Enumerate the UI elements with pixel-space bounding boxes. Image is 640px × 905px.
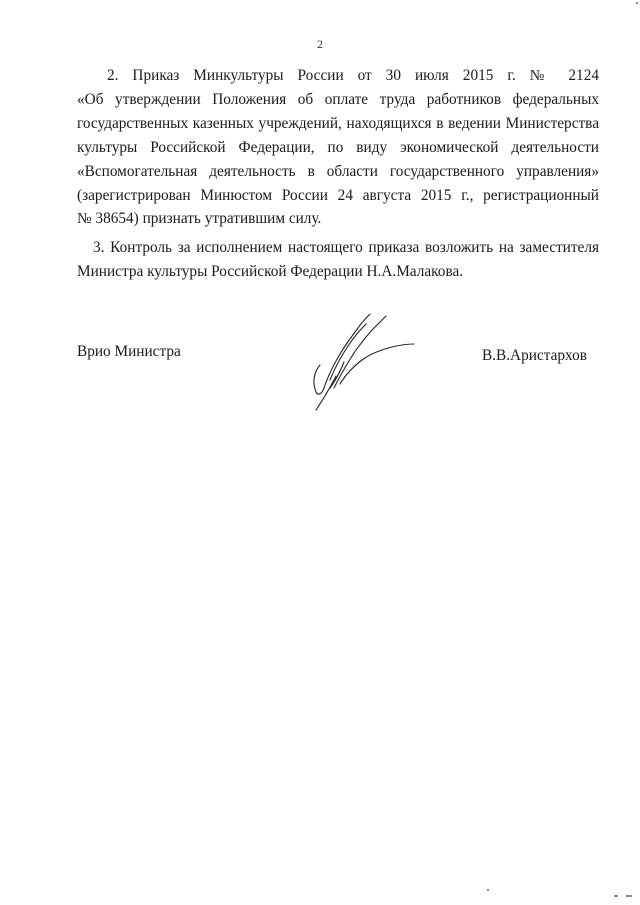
paragraph-2-line: культуры Российской Федерации, по виду экономической деятельности	[77, 138, 599, 156]
paragraph-2-line: 2. Приказ Минкультуры России от 30 июля 2015 г. № 2124	[107, 67, 599, 84]
signatory-name: В.В.Аристархов	[482, 347, 587, 364]
scan-edge-mark	[487, 889, 489, 891]
paragraph-2-line: (зарегистрирован Минюстом России 24 августа 2015 г., регистрационный	[77, 186, 599, 204]
paragraph-2-line: государственных казенных учреждений, находящихся в ведении Министерства	[77, 114, 599, 132]
scan-edge-mark	[626, 895, 632, 897]
signatory-title: Врио Министра	[77, 343, 181, 360]
scan-edge-mark	[636, 2, 638, 4]
page-number: 2	[317, 37, 323, 51]
paragraph-3	[77, 236, 599, 284]
handwritten-signature	[300, 310, 420, 415]
paragraph-2-line: «Об утверждении Положения об оплате труда работников федеральных	[77, 90, 599, 108]
paragraph-3-line: Министра культуры Российской Федерации Н.А.Малакова.	[77, 263, 464, 281]
paragraph-3-line: 3. Контроль за исполнением настоящего приказа возложить на заместителя	[93, 239, 599, 257]
paragraph-2-line: «Вспомогательная деятельность в области государственного управления»	[77, 162, 599, 180]
document-body	[77, 64, 599, 284]
scan-edge-mark	[614, 895, 618, 897]
paragraph-2-line: № 38654) признать утратившим силу.	[77, 210, 322, 228]
paragraph-2	[77, 64, 599, 231]
